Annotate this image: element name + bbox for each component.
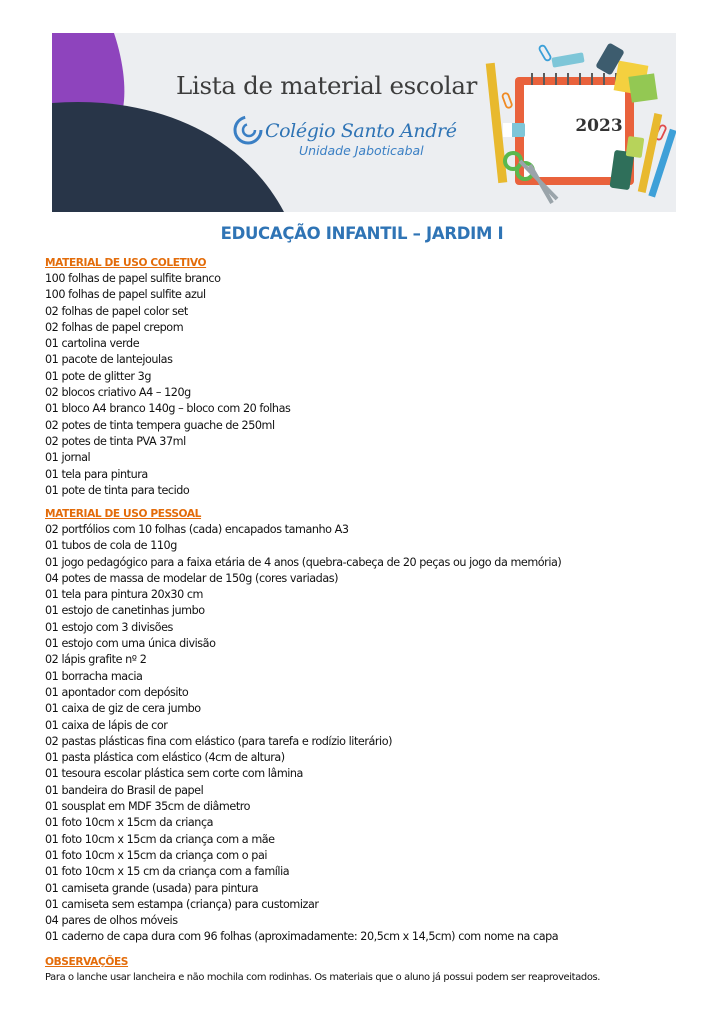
list-item: 01 borracha macia — [45, 669, 143, 683]
school-unit: Unidade Jaboticabal — [299, 143, 424, 158]
list-item: 01 caixa de lápis de cor — [45, 718, 168, 732]
list-item: 01 foto 10cm x 15cm da criança — [45, 816, 214, 830]
collective-heading: MATERIAL DE USO COLETIVO — [45, 257, 207, 269]
list-item: 01 estojo de canetinhas jumbo — [45, 604, 205, 618]
list-item: 01 pote de glitter 3g — [45, 369, 152, 383]
list-item: 02 potes de tinta PVA 37ml — [45, 434, 186, 448]
list-item: 02 portfólios com 10 folhas (cada) encapados tamanho A3 — [45, 523, 349, 536]
school-name: Colégio Santo André — [265, 120, 457, 142]
list-item: 01 cartolina verde — [45, 337, 140, 351]
observations-text: Para o lanche usar lancheira e não mochila com rodinhas. Os materiais que o aluno já possui podem ser reaproveitados. — [45, 972, 601, 983]
list-item: 01 tela para pintura — [45, 467, 148, 481]
list-item: 02 potes de tinta tempera guache de 250ml — [45, 418, 275, 432]
list-item: 01 tubos de cola de 110g — [45, 539, 177, 553]
list-item: 01 foto 10cm x 15cm da criança com a mãe — [45, 832, 275, 846]
list-item: 01 foto 10cm x 15 cm da criança com a família — [45, 865, 290, 879]
list-item: 01 bloco A4 branco 140g – bloco com 20 folhas — [45, 402, 291, 416]
list-item: 01 foto 10cm x 15cm da criança com o pai — [45, 848, 268, 862]
navy-shape — [52, 102, 284, 212]
list-item: 01 tesoura escolar plástica sem corte com lâmina — [45, 767, 303, 781]
list-item: 02 lápis grafite nº 2 — [45, 653, 147, 667]
list-item: 02 folhas de papel color set — [45, 304, 188, 318]
banner-title: Lista de material escolar — [176, 71, 478, 100]
observations-section — [45, 955, 600, 985]
list-item: 01 caderno de capa dura com 96 folhas (aproximadamente: 20,5cm x 14,5cm) com nome na capa — [45, 930, 559, 944]
list-item: 100 folhas de papel sulfite azul — [45, 288, 206, 302]
list-item: 01 tela para pintura 20x30 cm — [45, 588, 203, 602]
year-label: 2023 — [575, 116, 623, 136]
collective-section — [45, 256, 290, 499]
list-item: 01 camiseta grande (usada) para pintura — [45, 881, 259, 895]
list-item: 01 estojo com 3 divisões — [45, 620, 173, 634]
list-item: 01 pacote de lantejoulas — [45, 353, 173, 367]
list-item: 01 sousplat em MDF 35cm de diâmetro — [45, 800, 251, 814]
list-item: 01 camiseta sem estampa (criança) para customizar — [45, 897, 319, 911]
list-item: 02 blocos criativo A4 – 120g — [45, 386, 191, 400]
list-item: 04 pares de olhos móveis — [45, 914, 178, 928]
list-item: 01 pasta plástica com elástico (4cm de altura) — [45, 751, 285, 765]
page-title: EDUCAÇÃO INFANTIL – JARDIM I — [220, 224, 504, 243]
personal-section — [45, 507, 561, 946]
list-item: 01 apontador com depósito — [45, 685, 189, 699]
list-item: 02 folhas de papel crepom — [45, 320, 184, 334]
school-logo-icon — [235, 117, 261, 143]
list-item: 01 estojo com uma única divisão — [45, 637, 216, 651]
list-item: 04 potes de massa de modelar de 150g (cores variadas) — [45, 571, 339, 585]
list-item: 01 jogo pedagógico para a faixa etária de 4 anos (quebra-cabeça de 20 peças ou jogo da memória) — [45, 555, 562, 569]
list-item: 100 folhas de papel sulfite branco — [45, 272, 221, 285]
observations-heading: OBSERVAÇÕES — [45, 956, 129, 968]
header-banner — [52, 33, 676, 212]
list-item: 01 bandeira do Brasil de papel — [45, 783, 204, 797]
list-item: 01 caixa de giz de cera jumbo — [45, 702, 201, 716]
list-item: 01 jornal — [45, 451, 91, 465]
list-item: 02 pastas plásticas fina com elástico (para tarefa e rodízio literário) — [45, 734, 393, 748]
list-item: 01 pote de tinta para tecido — [45, 483, 190, 497]
personal-heading: MATERIAL DE USO PESSOAL — [45, 508, 202, 520]
